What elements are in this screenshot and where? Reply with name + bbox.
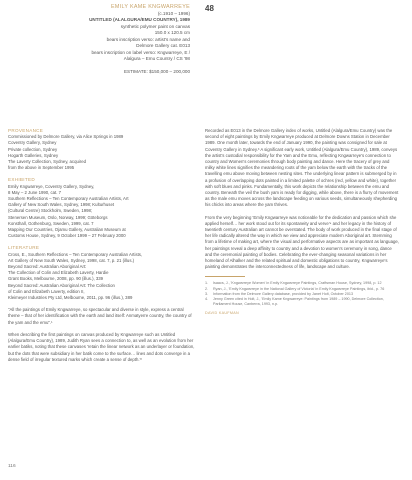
exhibited-line: Southern Reflections – Ten Contemporary Australian Artists, Art: [8, 196, 129, 202]
exhibited-section: [8, 177, 196, 239]
footnote-number: 1.: [205, 281, 209, 286]
page-number: 116: [8, 464, 16, 469]
literature-line: Kleimeyer Industries Pty Ltd, Melbourne, 2011, pp. 96 (illus.), 389: [8, 295, 133, 301]
left-column: [8, 128, 196, 369]
body-paragraph: From the very beginning 'Emily Kngwarreye was noticeable for the dedication and passion which she applied herself… her work stood out for its spontaneity and verve'⁴ and her legacy in the history of twentieth century Australian art cannot be overstated. The body of work produced in the final stage of her life radically altered the way in which we view and appreciate modern Aboriginal art. Stemming from a lifetime of making art, where the visual and performative aspects are as important as language, her paintings reveal a deep affinity to country and a devotion to women's ceremony in song, dance and the ceremonial painting of bodies. Celebrating the ever-changing seasonal variations in her homeland of Alhalker and the related spiritual and domestic obligations to country, Kngwarreye's painting demonstrates the interconnectedness of life, landscape and culture.: [205, 214, 399, 270]
provenance-line: The Laverty Collection, Sydney, acquired: [8, 159, 87, 165]
inscription-line: Delmore Gallery cat. E013: [136, 43, 190, 48]
literature-heading: LITERATURE: [8, 245, 40, 251]
exhibited-line: (Cultural Centre) Stockholm, Sweden, 1998;: [8, 208, 93, 214]
literature-section: [8, 245, 196, 301]
footnote: [205, 297, 400, 307]
author-credit: DAVID KAUFMAN: [205, 311, 239, 316]
medium: synthetic polymer paint on canvas: [120, 23, 190, 29]
exhibited-line: Customs House, Sydney, 9 October 1999 – 27 February 2000: [8, 233, 126, 239]
quote-paragraph: "All the paintings of Emily Kngwarreye, so spectacular and diverse in style, express a central theme – that of her identification with the earth and land itself: Anmatyerre country, the country of the yam and the emu".¹: [8, 307, 192, 325]
provenance-line: Hogarth Galleries, Sydney: [8, 152, 59, 158]
exhibited-line: Gallery of New South Wales, Sydney, 1998; Kulturhuset: [8, 202, 115, 208]
footnote-number: 2.: [205, 286, 209, 291]
lot-number: 48: [205, 4, 214, 13]
artist-name: EMILY KAME KNGWARREYE: [111, 4, 190, 10]
footnote-number: 3.: [205, 291, 209, 296]
provenance-line: Commissioned by Delmore Gallery, via Alice Springs in 1989: [8, 134, 124, 140]
lot-header: [40, 4, 190, 75]
exhibited-line: Emily Kngwarreye, Coventry Gallery, Sydney,: [8, 183, 95, 189]
provenance-section: [8, 128, 196, 171]
artist-years: (c.1910 – 1996): [157, 10, 190, 16]
inscription-line: bears inscription verso: artist's name and: [106, 36, 190, 42]
provenance-line: Private collection, Sydney: [8, 146, 58, 152]
body-paragraph: When describing the first paintings on canvas produced by Kngwarreye such as Untitled (Alalgura/Emu Country), 1989, Judith Ryan sees a connection to, as well as an evolution from her earlier batiks, noting that these canvases 'retain the linear network as an underlayer or foundation, but the dots that were subsidiary in her batik come to the surface… lines and dots converge in a dense field of irregular textured marks which create a sense of depth.'²: [8, 331, 195, 362]
footnote-text: Jenny Green cited in Holt, J., 'Emily Kame Kngwarreye: Paintings from 1989 – 1990, Delmore Collection, Parliament House, Canberra, 1993, n.p.: [213, 297, 384, 307]
artwork-title: UNTITLED (ALALGURA/EMU COUNTRY), 1989: [89, 17, 190, 22]
exhibited-line: Konsthall, Gothenburg, Sweden, 1999, cat. 7: [8, 220, 94, 226]
literature-line: Grant Books, Melbourne, 2008, pp. 90 (illus.), 339: [8, 276, 104, 282]
exhibited-line: Stenersen Museum, Oslo, Norway, 1999; Göteborgs: [8, 214, 108, 220]
footnote-text: Information from the Delmore Gallery database, provided by Janet Holt, October 2013: [213, 291, 353, 296]
dimensions: 150.0 x 120.5 cm: [154, 30, 190, 35]
literature-line: Beyond Sacred: Australian Aboriginal Art:: [8, 264, 87, 270]
literature-line: of Colin and Elizabeth Laverty, edition II,: [8, 288, 85, 294]
inscription-line: bears inscription on label verso: Kngwarreye, E /: [91, 49, 190, 55]
footnote-number: 4.: [205, 297, 209, 302]
exhibited-line: Mapping Our Countries, Ojamu Gallery, Australian Museum at: [8, 227, 126, 233]
footnote-text: Isaacs, J., 'Kngwarreye Women' in Emily Kngwarreye Paintings, Craftsman House, Sydney, 1998, p. 12: [213, 281, 382, 286]
footnote-text: Ryan, J., 'Emily Kngwarreye in the National Gallery of Victoria' in Emily Kngwarreye Paintings, ibid., p. 76: [213, 286, 385, 291]
exhibited-line: 8 May – 2 June 1990, cat. 7: [8, 189, 62, 195]
provenance-line: from the above in September 1995: [8, 165, 75, 171]
provenance-line: Coventry Gallery, Sydney: [8, 140, 57, 146]
exhibited-heading: EXHIBITED: [8, 177, 35, 183]
footnote-divider: [205, 276, 245, 277]
literature-line: The Collection of Colin and Elizabeth Laverty, Hardie: [8, 270, 109, 276]
right-column: [205, 128, 400, 317]
literature-line: Beyond Sacred: Australian Aboriginal Art: The Collection: [8, 282, 115, 288]
literature-line: Cross, E., Southern Reflections – Ten Contemporary Australian Artists,: [8, 251, 143, 257]
inscription-line: Alalgura – Emu Country / CS '98: [123, 56, 190, 61]
body-paragraph: Recorded as E013 in the Delmore Gallery index of works, Untitled (Alalgura/Emu Country) was the second of eight paintings by Emily Kngwarreye produced at Delmore Downs Station in December 1989. One month later, towards the end of January 1990, the painting was consigned for sale at Coventry Gallery in Sydney.³ A significant early work, Untitled (Alalgura/Emu Country), 1989, conveys the artist's custodial responsibility for the Yam and the Emu, reflecting Kngwarreye's connection to country and Women's ceremonies through body painting and dance. Here the tracery of grey and milky white lines signifies the meandering roots of the yam below the earth with the tracks of the travelling emu above moving between nesting sites. The underlying linear pattern is submerged by in a profusion of overlapping dots painted in a limited palette of ochres (red, yellow and white), together with soft blues and pinks. Fundamentally, this work depicts the relationship between the emu and country. Beneath the veil the bush yam is ready for digging, while above, there is a flurry of movement as the male emu moves across the landscape feeding on various seeds, simultaneously shepherding his chicks into areas where the yam thrives.: [205, 128, 399, 208]
literature-line: Art Gallery of New South Wales, Sydney, 1998, cat. 7, p. 21 (illus.): [8, 257, 135, 263]
provenance-heading: PROVENANCE: [8, 128, 44, 133]
estimate: ESTIMATE: $150,000 – 200,000: [123, 68, 190, 74]
